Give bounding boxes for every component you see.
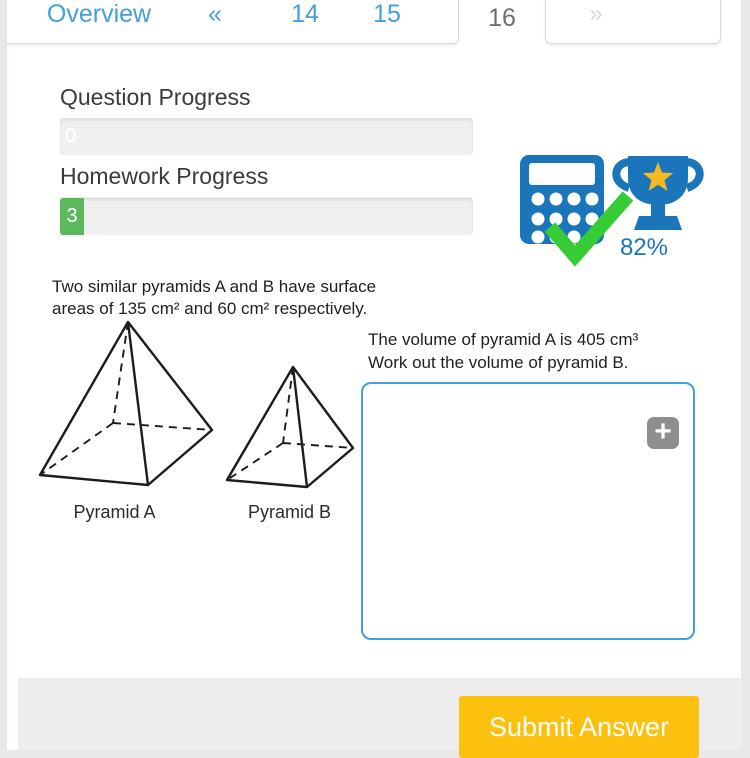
question-progress-bar — [60, 118, 473, 155]
tab-overview[interactable]: Overview — [46, 0, 152, 28]
score-percent: 82% — [619, 234, 669, 261]
tab-16-active[interactable]: 16 — [459, 0, 545, 44]
trophy-icon — [608, 150, 708, 238]
tab-15[interactable]: 15 — [373, 0, 401, 28]
tab-prev[interactable]: « — [208, 0, 222, 28]
page-background — [7, 0, 741, 750]
plus-icon: + — [654, 415, 672, 448]
question-progress-value: 0 — [65, 125, 77, 147]
prompt-line2: Work out the volume of pyramid B. — [368, 353, 629, 372]
add-answer-button[interactable] — [647, 417, 679, 449]
submit-answer-button[interactable]: Submit Answer — [459, 696, 699, 758]
homework-progress-bar — [60, 198, 473, 235]
prompt-text — [368, 328, 638, 374]
question-text-line2: areas of 135 cm² and 60 cm² respectively. — [52, 299, 368, 318]
question-text-line1: Two similar pyramids A and B have surface — [52, 277, 377, 296]
tab-group-right — [545, 0, 721, 44]
question-progress-heading: Question Progress — [60, 84, 473, 119]
tab-14[interactable]: 14 — [291, 0, 319, 28]
pyramid-a-label: Pyramid A — [73, 502, 156, 522]
tab-group-left — [7, 0, 459, 44]
answer-input[interactable] — [361, 382, 695, 640]
pyramids-figure — [30, 318, 362, 494]
homework-progress-fill: 3 — [60, 198, 84, 235]
pyramid-b-label: Pyramid B — [247, 502, 332, 522]
prompt-line1: The volume of pyramid A is 405 cm³ — [368, 330, 639, 349]
footer-bar — [18, 678, 742, 750]
question-text — [52, 276, 376, 320]
tab-next[interactable]: » — [589, 0, 603, 27]
homework-progress-heading: Homework Progress — [60, 163, 473, 198]
